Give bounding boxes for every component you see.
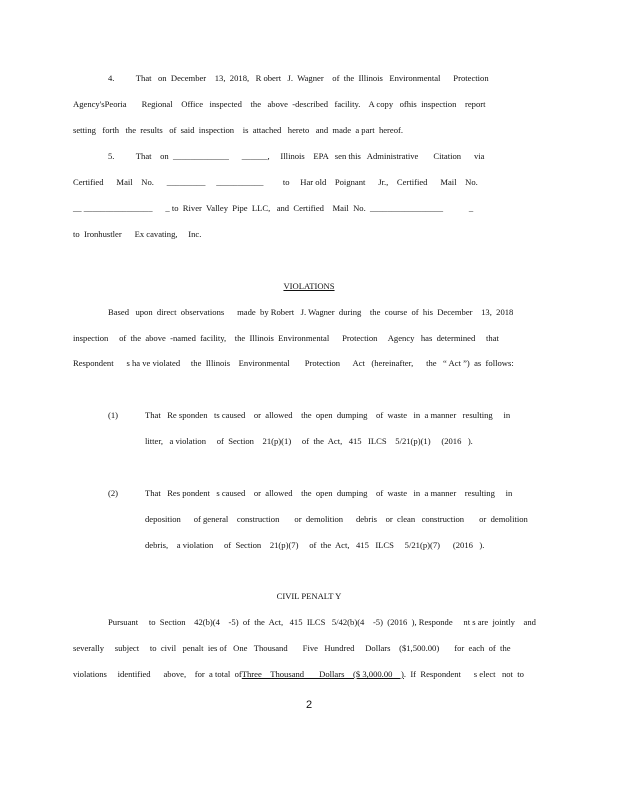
violation-1-number: (1) bbox=[108, 410, 119, 420]
violation-2-line-3: debris, a violation of Section 21(p)(7) of the Act, 415 ILCS 5/21(p)(7) (2016 ). bbox=[145, 540, 485, 550]
violation-2-number: (2) bbox=[108, 488, 119, 498]
violations-heading-text: VIOLATIONS bbox=[283, 281, 335, 291]
paragraph-5-line-3: __ ________________ _ to River Valley Pipe LLC, and Certified Mail No. _________________ _ bbox=[73, 203, 474, 213]
civil-penalty-line-3-prefix: violations identified above, for a total of bbox=[73, 669, 242, 679]
violations-heading bbox=[0, 281, 618, 291]
paragraph-5-line-4: to Ironhustler Ex cavating, Inc. bbox=[73, 229, 202, 239]
violations-intro-line-2: inspection of the above -named facility, the Illinois Environmental Protection Agency has determined that bbox=[73, 333, 499, 343]
civil-penalty-heading: CIVIL PENALT Y bbox=[276, 591, 342, 601]
civil-penalty-line-2: severally subject to civil penalt ies of One Thousand Five Hundred Dollars ($1,500.00) for each of the bbox=[73, 643, 511, 653]
civil-penalty-line-3-suffix: . If Respondent s elect not to bbox=[403, 669, 524, 679]
paragraph-4-line-2: Agency'sPeoria Regional Office inspected the above -described facility. A copy ofhis inspection report bbox=[73, 99, 486, 109]
civil-penalty-total-amount: Three Thousand Dollars ($ 3,000.00 ) bbox=[241, 669, 404, 679]
violations-intro-line-1: Based upon direct observations made by Robert J. Wagner during the course of his December 13, 2018 bbox=[108, 307, 514, 317]
violation-2-line-1: That Res pondent s caused or allowed the open dumping of waste in a manner resulting in bbox=[145, 488, 513, 498]
violations-intro-line-3: Respondent s ha ve violated the Illinois Environmental Protection Act (hereinafter, the “ Act ”) as follows: bbox=[73, 358, 514, 368]
civil-penalty-line-1: Pursuant to Section 42(b)(4 -5) of the Act, 415 ILCS 5/42(b)(4 -5) (2016 ), Responde nt s are jointly and bbox=[108, 617, 536, 627]
page-number: 2 bbox=[305, 699, 313, 711]
paragraph-4-line-1: 4. That on December 13, 2018, R obert J. Wagner of the Illinois Environmental Protection bbox=[108, 73, 489, 83]
paragraph-5-line-1: 5. That on _____________ ______, Illinois EPA sen this Administrative Citation via bbox=[108, 151, 485, 161]
violation-2-line-2: deposition of general construction or demolition debris or clean construction or demolition bbox=[145, 514, 528, 524]
violation-1-line-2: litter, a violation of Section 21(p)(1) of the Act, 415 ILCS 5/21(p)(1) (2016 ). bbox=[145, 436, 473, 446]
paragraph-5-line-2: Certified Mail No. _________ ___________ to Har old Poignant Jr., Certified Mail No. bbox=[73, 177, 478, 187]
civil-penalty-line-3 bbox=[73, 669, 542, 680]
paragraph-4-line-3: setting forth the results of said inspection is attached hereto and made a part hereof. bbox=[73, 125, 404, 135]
violation-1-line-1: That Re sponden ts caused or allowed the open dumping of waste in a manner resulting in bbox=[145, 410, 511, 420]
